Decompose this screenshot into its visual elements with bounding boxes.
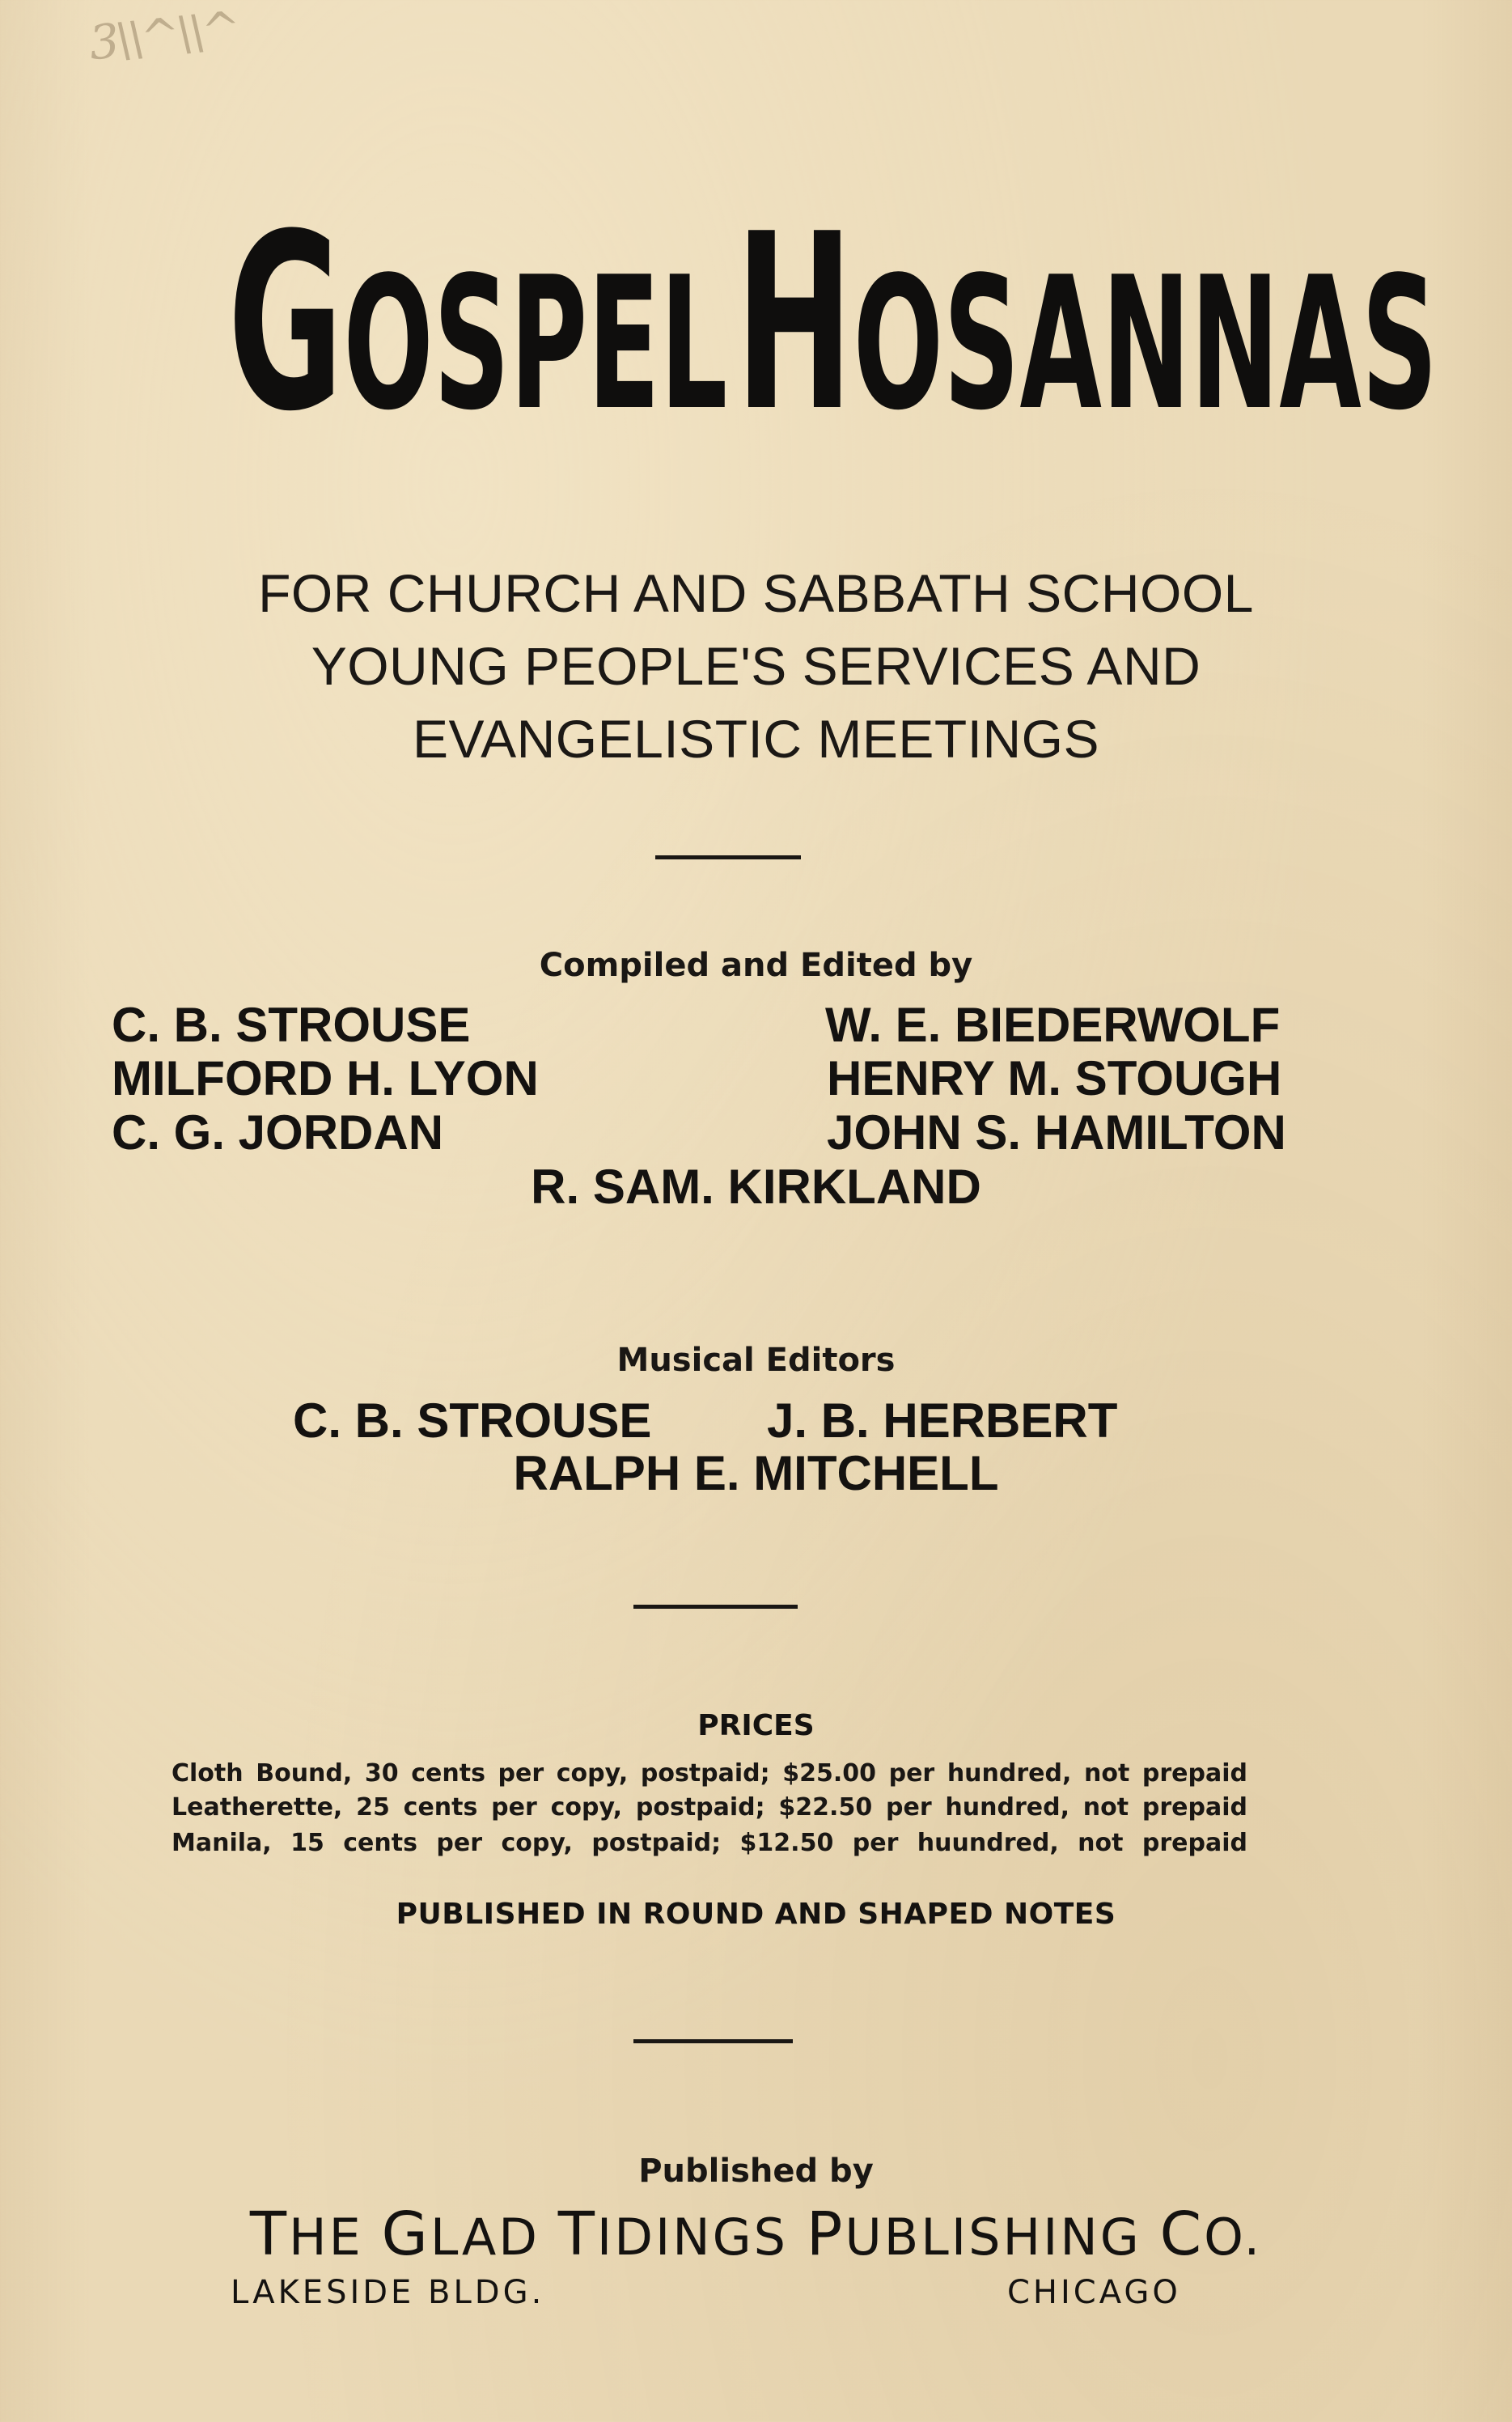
subtitle-line-2: YOUNG PEOPLE'S SERVICES AND [311,636,1201,696]
editor-right-2: HENRY M. STOUGH [827,1051,1282,1105]
divider-rule-1 [655,855,801,859]
musical-label: Musical Editors [616,1342,896,1379]
page-title [0,182,1512,464]
price-line-cloth: Cloth Bound, 30 cents per copy, postpaid; $25.00 per hundred, not prepaid [172,1759,1247,1788]
subtitle [0,557,1512,775]
publisher-initial: C [1159,2199,1205,2269]
editor-left-2: MILFORD H. LYON [112,1051,539,1105]
publisher-word: HE [289,2208,382,2267]
editor-left-3: C. G. JORDAN [112,1105,444,1160]
title-word-hosannas: OSANNAS [853,238,1438,451]
title-word-gospel: OSPEL [343,238,728,451]
divider-rule-3 [633,2039,793,2043]
subtitle-line-1: FOR CHURCH AND SABBATH SCHOOL [258,563,1254,623]
divider-rule-2 [633,1605,798,1609]
address-right: CHICAGO [1007,2274,1181,2311]
prices-heading: PRICES [697,1709,815,1742]
musical-editor-left: C. B. STROUSE [293,1393,652,1448]
publisher-initial: T [557,2199,597,2269]
publisher-name [0,2199,1512,2269]
price-line-manila: Manila, 15 cents per copy, postpaid; $12.50 per huundred, not prepaid [172,1829,1247,1857]
musical-editor-center: RALPH E. MITCHELL [513,1446,999,1500]
publisher-word: UBLISHING [845,2208,1160,2267]
title-initial-g: G [227,182,344,464]
publisher-initial: G [381,2199,430,2269]
address-left: LAKESIDE BLDG. [231,2274,545,2311]
pencil-mark: 3\\^\\^ [86,0,241,71]
publisher-initial: P [806,2199,845,2269]
editor-right-3: JOHN S. HAMILTON [827,1105,1286,1160]
publisher-word: LAD [430,2208,558,2267]
compiled-label: Compiled and Edited by [539,947,973,984]
publisher-initial: T [249,2199,290,2269]
published-by-label: Published by [638,2153,874,2190]
publisher-word: IDINGS [596,2208,807,2267]
subtitle-line-3: EVANGELISTIC MEETINGS [412,709,1100,769]
notes-statement: PUBLISHED IN ROUND AND SHAPED NOTES [396,1898,1116,1931]
editor-center: R. SAM. KIRKLAND [531,1160,981,1214]
title-initial-h: H [735,182,853,464]
musical-editor-right: J. B. HERBERT [767,1393,1118,1448]
editor-right-1: W. E. BIEDERWOLF [825,998,1281,1052]
publisher-word: O. [1204,2208,1263,2267]
price-line-leatherette: Leatherette, 25 cents per copy, postpaid; $22.50 per hundred, not prepaid [172,1793,1247,1822]
editor-left-1: C. B. STROUSE [112,998,471,1052]
